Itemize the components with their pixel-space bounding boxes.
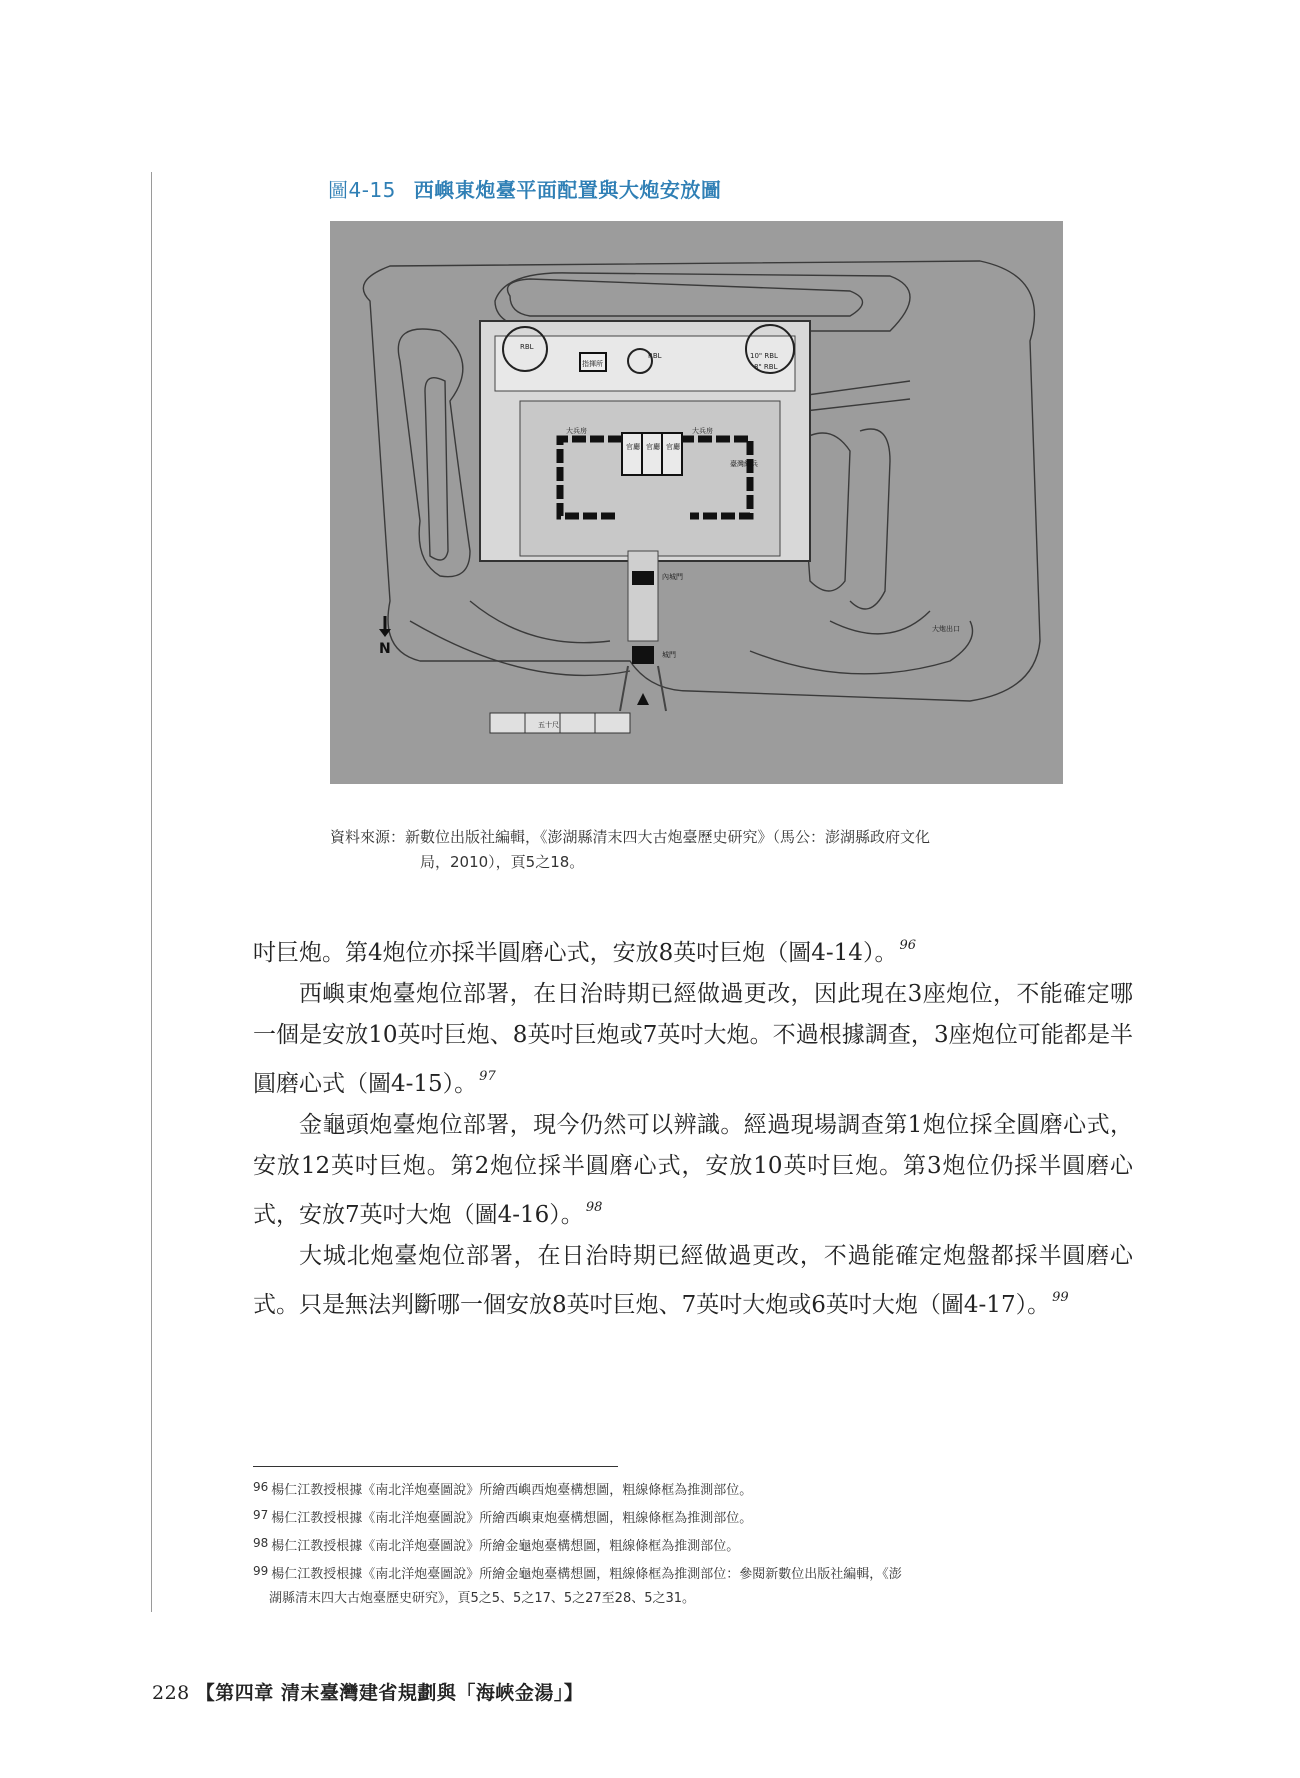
footnote-97: 97 楊仁江教授根據《南北洋炮臺圖說》所繪西嶼東炮臺構想圖，粗線條框為推測部位。 [253, 1508, 753, 1526]
figure-title-text: 西嶼東炮臺平面配置與大炮安放圖 [413, 178, 722, 202]
footnote-ref-97[interactable]: 97 [479, 1069, 496, 1084]
footnote-ref-98[interactable]: 98 [585, 1200, 603, 1215]
gun-right-label-1: 10" RBL [750, 352, 778, 360]
body-text [253, 925, 1133, 1326]
paragraph-1: 吋巨炮。第4炮位亦採半圓磨心式，安放8英吋巨炮（圖4-14）。 $^{96}$ [253, 938, 916, 966]
paragraph-2: 西嶼東炮臺炮位部署，在日治時期已經做過更改，因此現在3座炮位，不能確定哪一個是安放10英吋巨炮、8英吋巨炮或7英吋大炮。不過根據調查，3座炮位可能都是半圓磨心式（圖4-15）。 $^{97}$ [253, 981, 1133, 1097]
footnote-ref-96[interactable]: 96 [899, 938, 916, 953]
figure-title [328, 174, 721, 203]
gun-mid-label: RBL [648, 352, 662, 360]
plaque-label: 臺灣總兵 [730, 460, 758, 468]
scale-bar [490, 713, 630, 733]
figure-number: 圖4-15 [328, 178, 396, 202]
gun-right-label-2: 8" RBL [754, 363, 778, 371]
outer-gate-label: 城門 [662, 651, 676, 659]
inner-gate-label: 內城門 [662, 573, 683, 581]
caption-line-2: 局，2010），頁5之18。 [420, 853, 585, 871]
caption-line-1: 資料來源：新數位出版社編輯，《澎湖縣清末四大古炮臺歷史研究》（馬公：澎湖縣政府文化 [330, 828, 931, 846]
footnote-separator [253, 1466, 618, 1467]
chapter-title: 【第四章 清末臺灣建省規劃與「海峽金湯」】 [195, 1682, 584, 1704]
paragraph-4: 大城北炮臺炮位部署，在日治時期已經做過更改，不過能確定炮盤都採半圓磨心式。只是無法判斷哪一個安放8英吋巨炮、7英吋大炮或6英吋大炮（圖4-17）。 $^{99}$ [253, 1243, 1133, 1318]
paragraph-3: 金龜頭炮臺炮位部署，現今仍然可以辨識。經過現場調查第1炮位採全圓磨心式，安放12英吋巨炮。第2炮位採半圓磨心式，安放10英吋巨炮。第3炮位仍採半圓磨心式，安放7英吋大炮（圖4-16）。 $^{98}$ [253, 1112, 1133, 1228]
fort-plan-figure [330, 221, 1063, 784]
barracks-right-label: 大兵房 [692, 427, 713, 435]
barracks-left-label: 大兵房 [566, 427, 587, 435]
footnote-99: 99 楊仁江教授根據《南北洋炮臺圖說》所繪金龜炮臺構想圖，粗線條框為推測部位：參閱新數位出版社編輯，《澎 湖縣清末四大古炮臺歷史研究》，頁5之5、5之17、5之27至28、5之31。 [253, 1564, 902, 1606]
page-number: 228 [152, 1682, 190, 1704]
officer-hall-1: 官廳 [626, 443, 640, 451]
officer-hall-3: 官廳 [666, 443, 680, 451]
magazine-label: 指揮所 [582, 360, 603, 368]
officer-hall-2: 官廳 [646, 443, 660, 451]
gun-left-label: RBL [520, 343, 534, 351]
north-label: N [379, 641, 391, 657]
footnote-ref-99[interactable]: 99 [1052, 1290, 1069, 1305]
footnotes [253, 1475, 1133, 1611]
page-footer [152, 1678, 583, 1705]
scale-label: 五十尺 [538, 721, 559, 729]
footnote-96: 96 楊仁江教授根據《南北洋炮臺圖說》所繪西嶼西炮臺構想圖，粗線條框為推測部位。 [253, 1480, 753, 1498]
footnote-98: 98 楊仁江教授根據《南北洋炮臺圖說》所繪金龜炮臺構想圖，粗線條框為推測部位。 [253, 1536, 740, 1554]
side-note-label: 大炮出口 [932, 625, 960, 633]
figure-caption [330, 825, 1070, 875]
margin-rule [151, 172, 152, 1612]
